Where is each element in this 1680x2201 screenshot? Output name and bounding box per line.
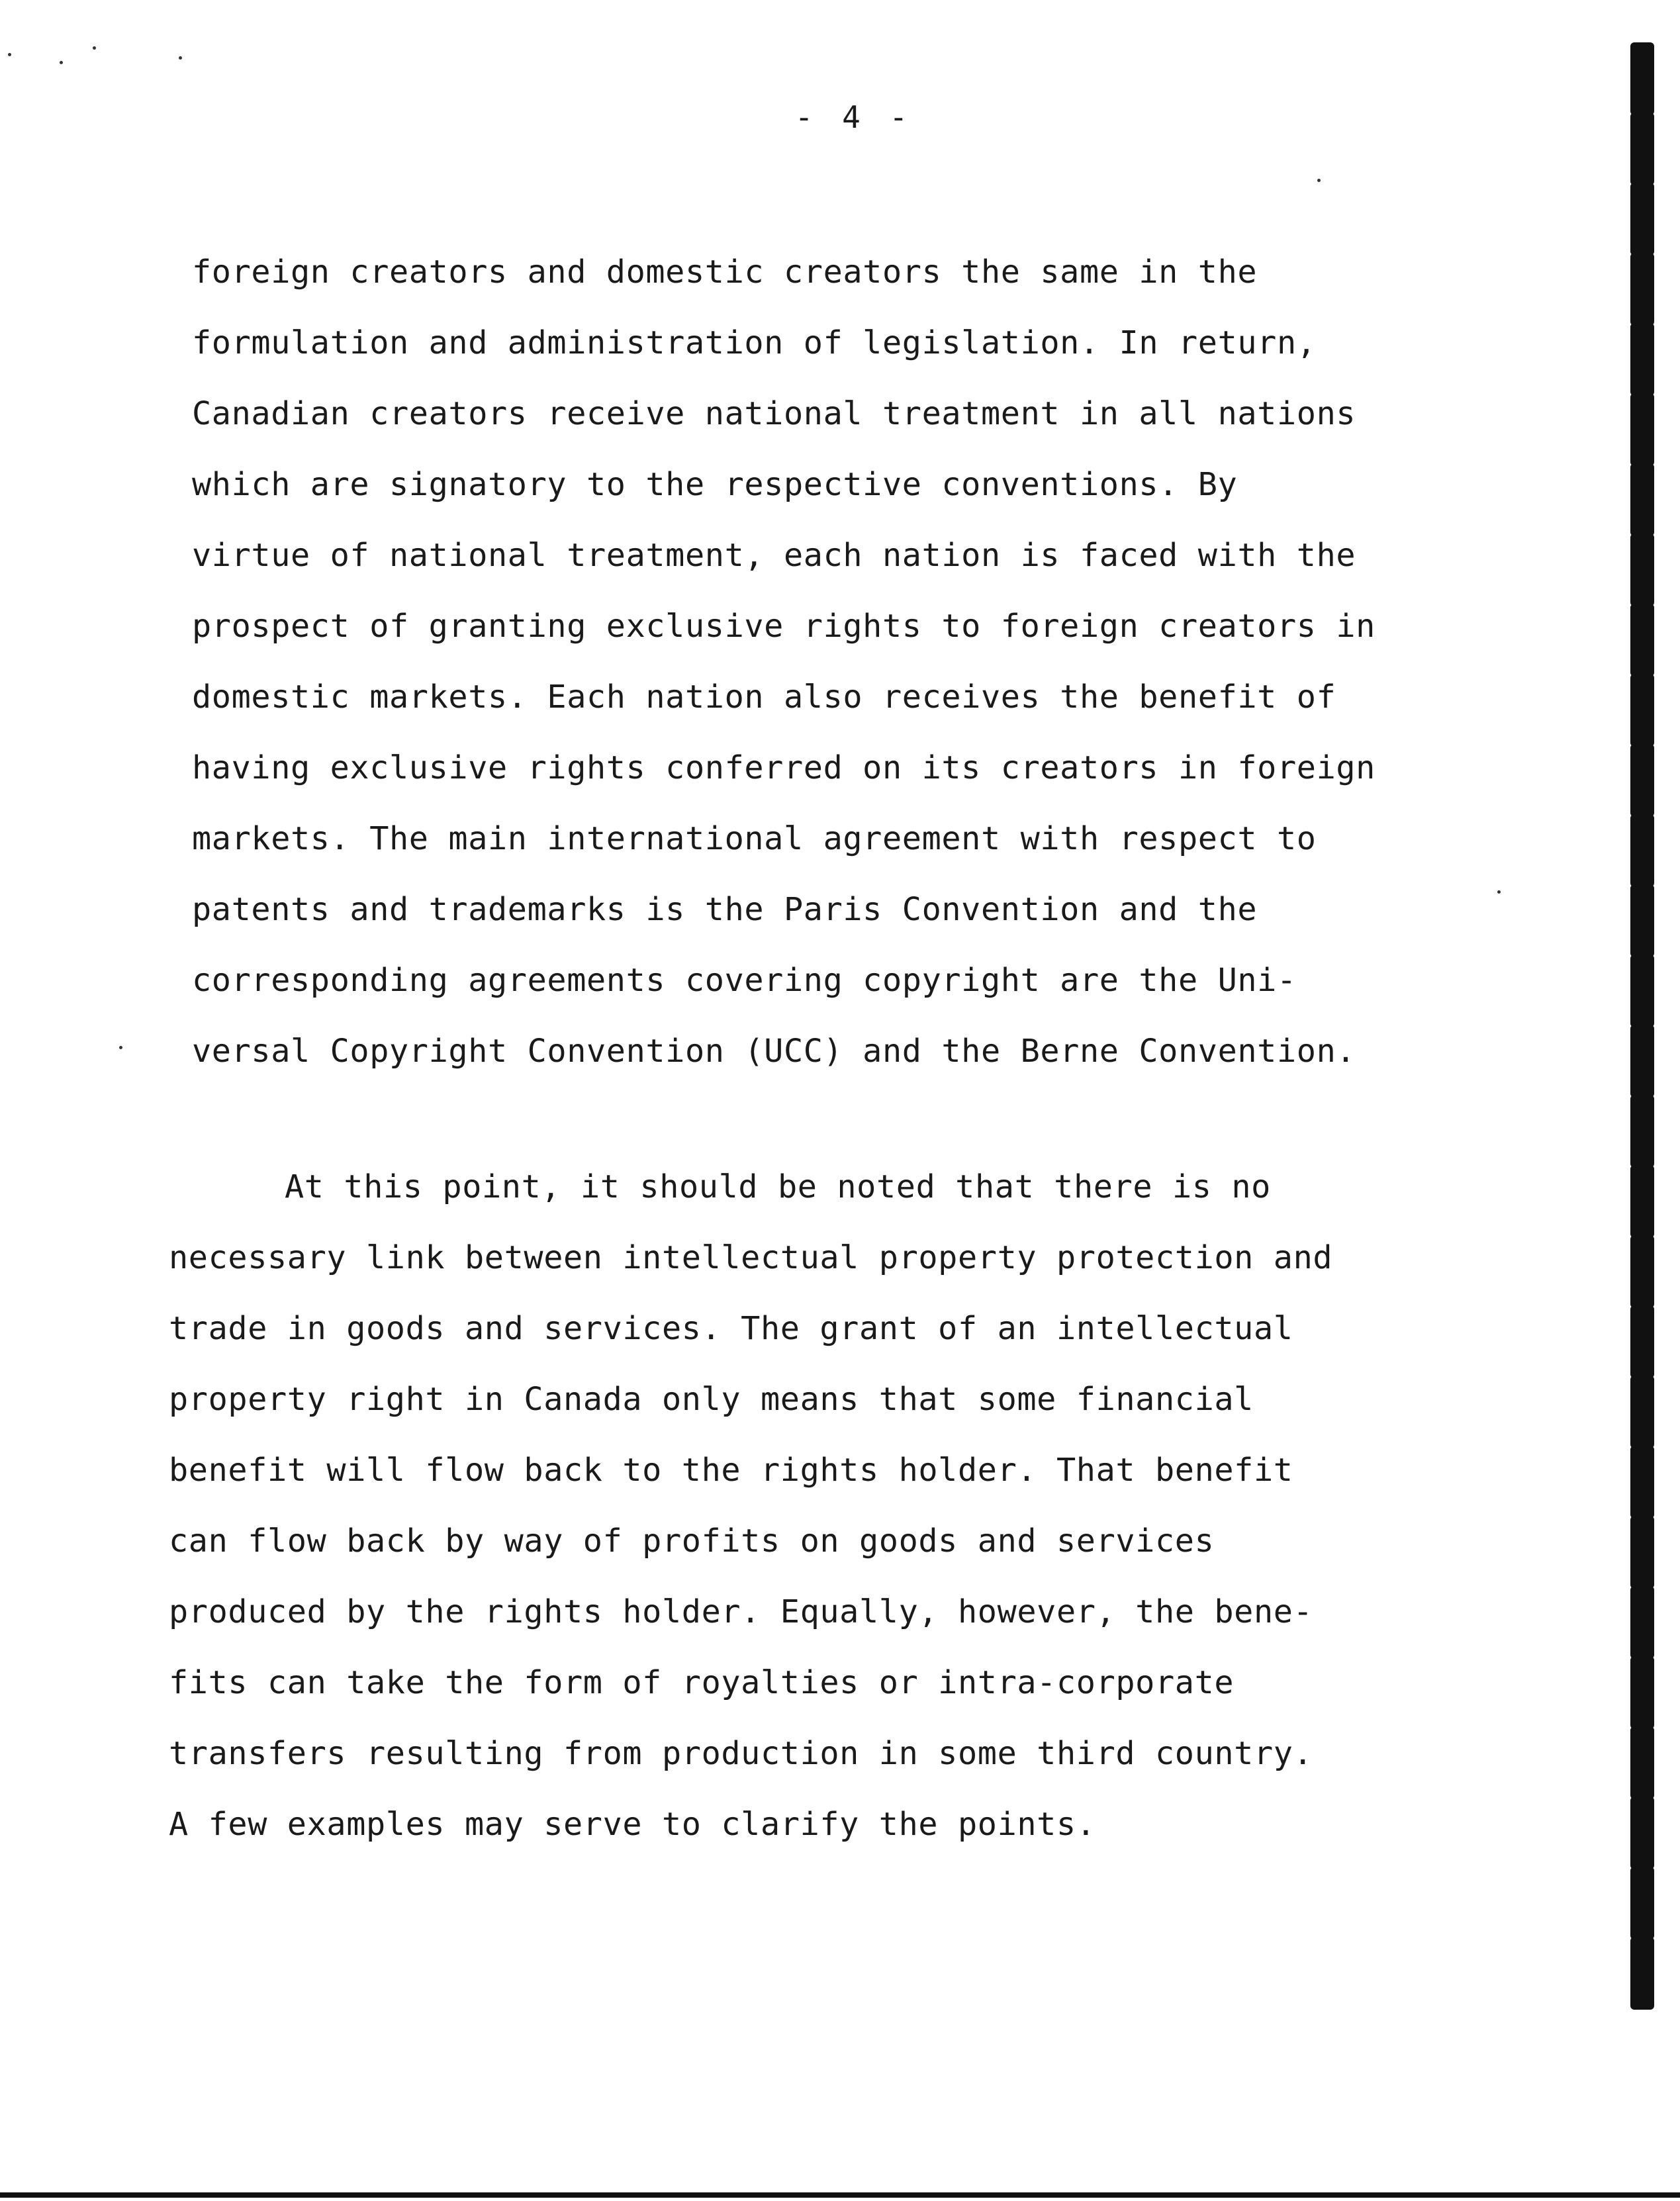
- text-line: trade in goods and services. The grant of an intellectual: [169, 1310, 1293, 1347]
- binding-mark: [1630, 1516, 1654, 1589]
- text-line: can flow back by way of profits on goods and services: [169, 1522, 1215, 1560]
- text-line: transfers resulting from production in some third country.: [169, 1735, 1313, 1772]
- binding-mark: [1630, 1656, 1654, 1729]
- page-number: - 4 -: [794, 99, 913, 135]
- scan-speck: [93, 46, 96, 50]
- scan-speck: [1497, 890, 1501, 894]
- paragraph-trade-link: [169, 1152, 1332, 1860]
- text-line: corresponding agreements covering copyright are the Uni-: [192, 962, 1297, 999]
- binding-mark: [1630, 42, 1654, 115]
- binding-mark: [1630, 1235, 1654, 1308]
- text-line: which are signatory to the respective conventions. By: [192, 466, 1238, 503]
- text-line: prospect of granting exclusive rights to foreign creators in: [192, 608, 1376, 645]
- binding-marks: [1625, 40, 1665, 2158]
- binding-mark: [1630, 1446, 1654, 1519]
- binding-mark: [1630, 393, 1654, 466]
- binding-mark: [1630, 113, 1654, 185]
- binding-mark: [1630, 604, 1654, 677]
- text-line: virtue of national treatment, each nation is faced with the: [192, 537, 1356, 574]
- binding-mark: [1630, 323, 1654, 396]
- text-line: A few examples may serve to clarify the points.: [169, 1806, 1096, 1843]
- binding-mark: [1630, 955, 1654, 1027]
- scan-speck: [179, 56, 182, 60]
- binding-mark: [1630, 884, 1654, 957]
- text-line: fits can take the form of royalties or intra-corporate: [169, 1664, 1235, 1701]
- text-line: benefit will flow back to the rights holder. That benefit: [169, 1452, 1293, 1489]
- text-line: Canadian creators receive national treatment in all nations: [192, 395, 1356, 432]
- binding-mark: [1630, 1165, 1654, 1238]
- binding-mark: [1630, 1586, 1654, 1659]
- bottom-rule: [0, 2192, 1680, 2198]
- text-line: foreign creators and domestic creators the same in the: [192, 254, 1258, 291]
- binding-mark: [1630, 744, 1654, 817]
- binding-mark: [1630, 1797, 1654, 1869]
- text-line: patents and trademarks is the Paris Convention and the: [192, 891, 1258, 928]
- scan-speck: [60, 61, 63, 64]
- binding-mark: [1630, 183, 1654, 256]
- text-line: markets. The main international agreement with respect to: [192, 820, 1317, 857]
- binding-mark: [1630, 1726, 1654, 1799]
- scan-speck: [119, 1046, 122, 1049]
- binding-mark: [1630, 814, 1654, 887]
- binding-mark: [1630, 1305, 1654, 1378]
- scan-speck: [8, 53, 11, 56]
- binding-mark: [1630, 1376, 1654, 1448]
- text-line: formulation and administration of legislation. In return,: [192, 324, 1317, 361]
- binding-mark: [1630, 1095, 1654, 1168]
- scan-speck: [1317, 179, 1321, 182]
- paragraph-national-treatment: [192, 237, 1376, 1087]
- text-line: property right in Canada only means that some financial: [169, 1381, 1254, 1418]
- binding-mark: [1630, 674, 1654, 747]
- binding-mark: [1630, 534, 1654, 606]
- text-line: At this point, it should be noted that there is no: [285, 1168, 1271, 1205]
- text-line: having exclusive rights conferred on its creators in foreign: [192, 749, 1376, 786]
- text-line: versal Copyright Convention (UCC) and the Berne Convention.: [192, 1033, 1356, 1070]
- binding-mark: [1630, 1937, 1654, 2010]
- binding-mark: [1630, 1025, 1654, 1098]
- text-line: necessary link between intellectual property protection and: [169, 1239, 1333, 1276]
- binding-mark: [1630, 1867, 1654, 1940]
- binding-mark: [1630, 463, 1654, 536]
- binding-mark: [1630, 253, 1654, 326]
- text-line: domestic markets. Each nation also receives the benefit of: [192, 679, 1336, 716]
- text-line: produced by the rights holder. Equally, however, the bene-: [169, 1593, 1313, 1630]
